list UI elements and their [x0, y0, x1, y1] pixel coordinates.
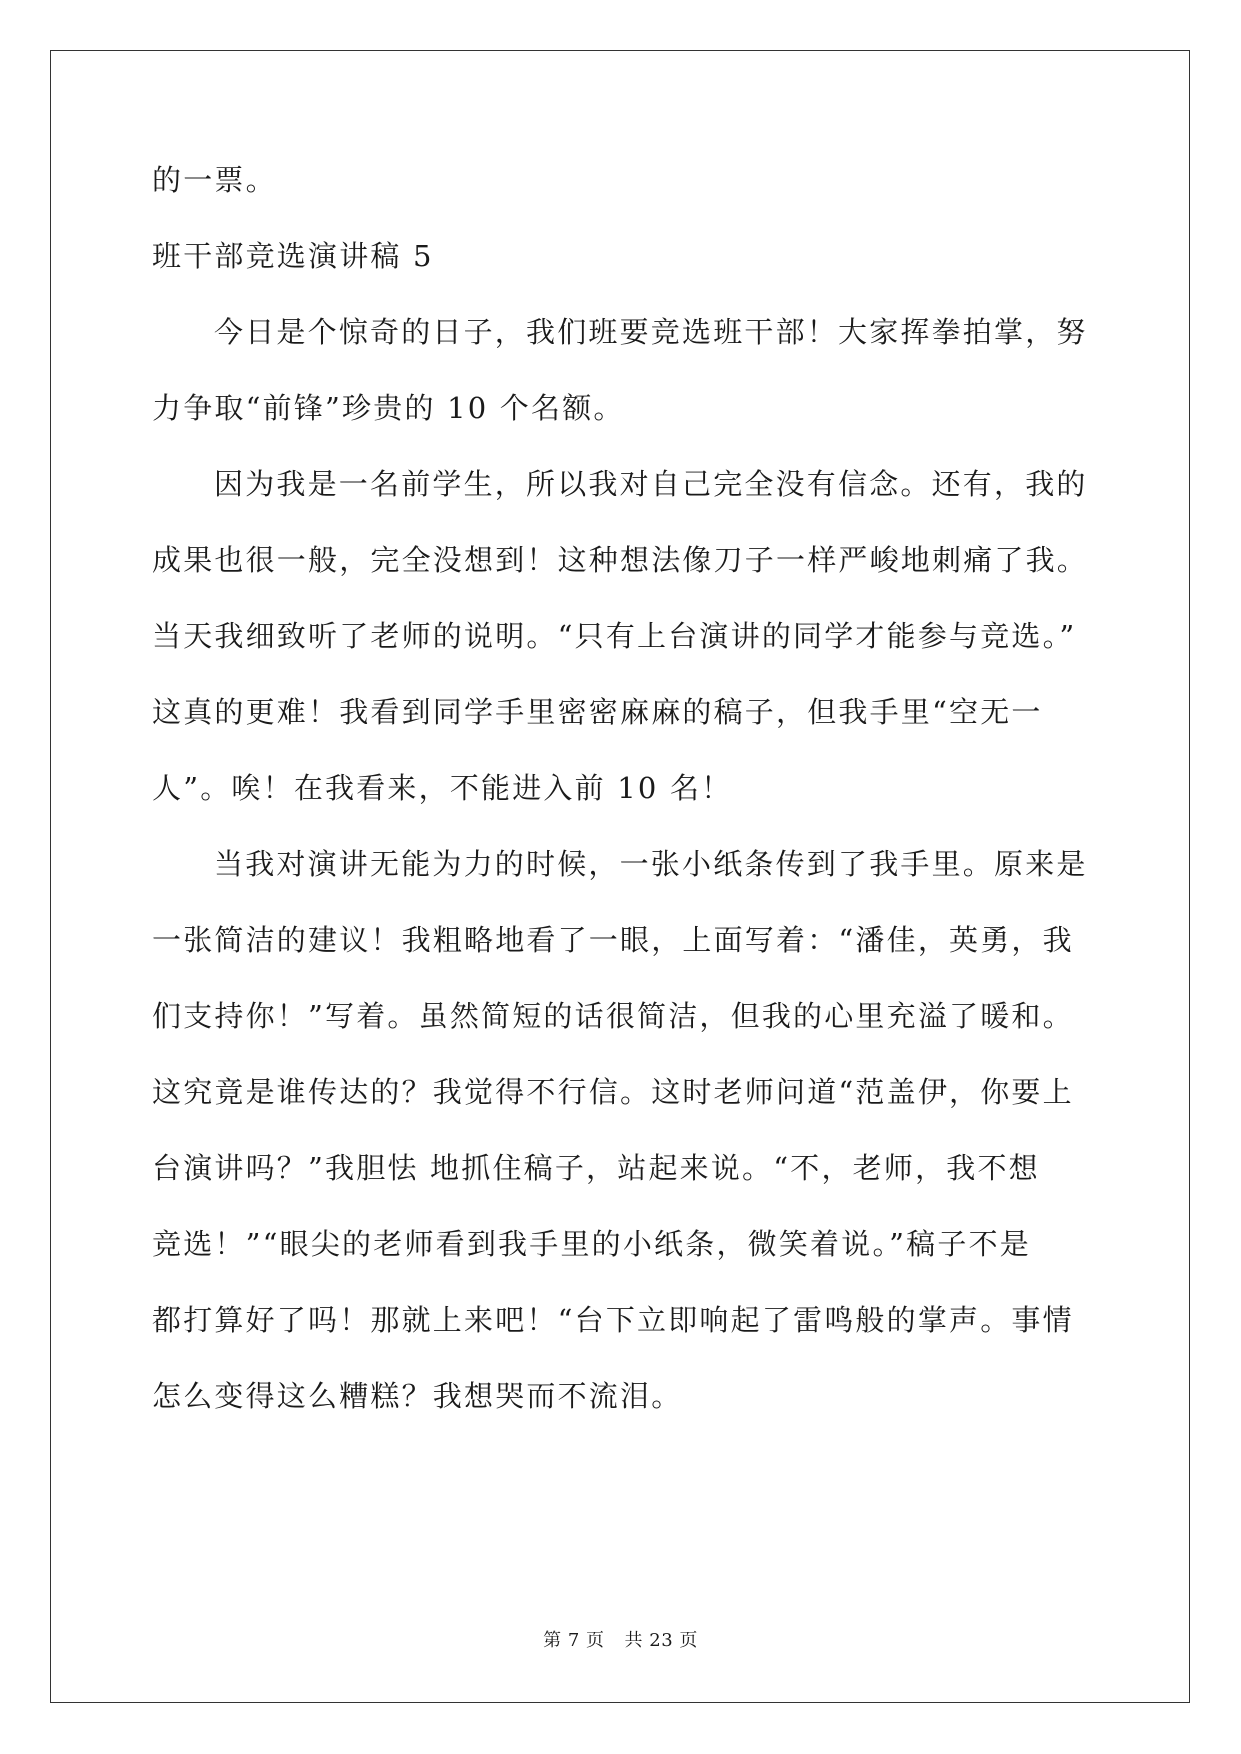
- paragraph-line: 当我对演讲无能为力的时候，一张小纸条传到了我手里。原来是: [214, 847, 1088, 881]
- section-heading: 班干部竞选演讲稿 5: [152, 239, 434, 273]
- paragraph-line: 这究竟是谁传达的？我觉得不行信。这时老师问道“范盖伊，你要上: [152, 1075, 1074, 1109]
- paragraph-line: 一张简洁的建议！我粗略地看了一眼，上面写着：“潘佳，英勇，我: [152, 923, 1074, 957]
- page-footer: [0, 1626, 1241, 1652]
- paragraph-line: 人”。唉！在我看来，不能进入前 10 名！: [152, 771, 733, 805]
- paragraph-line: 这真的更难！我看到同学手里密密麻麻的稿子，但我手里“空无一: [152, 695, 1043, 729]
- paragraph-line: 竞选！”“眼尖的老师看到我手里的小纸条，微笑着说。”稿子不是: [152, 1227, 1031, 1261]
- text-line: 的一票。: [152, 163, 277, 197]
- paragraph-line: 当天我细致听了老师的说明。“只有上台演讲的同学才能参与竞选。”: [152, 619, 1077, 653]
- paragraph-line: 怎么变得这么糟糕？我想哭而不流泪。: [152, 1379, 683, 1413]
- paragraph-line: 今日是个惊奇的日子，我们班要竞选班干部！大家挥拳拍掌，努: [214, 315, 1088, 349]
- paragraph-line: 台演讲吗？”我胆怯 地抓住稿子，站起来说。“不，老师，我不想: [152, 1151, 1040, 1185]
- paragraph-line: 都打算好了吗！那就上来吧！“台下立即响起了雷鸣般的掌声。事情: [152, 1303, 1074, 1337]
- page-number: 第 7 页: [543, 1630, 605, 1651]
- paragraph-line: 们支持你！”写着。虽然简短的话很简洁，但我的心里充溢了暖和。: [152, 999, 1074, 1033]
- paragraph-line: 力争取“前锋”珍贵的 10 个名额。: [152, 391, 625, 425]
- paragraph-line: 成果也很一般，完全没想到！这种想法像刀子一样严峻地刺痛了我。: [152, 543, 1089, 577]
- paragraph-line: 因为我是一名前学生，所以我对自己完全没有信念。还有，我的: [214, 467, 1088, 501]
- page-total: 共 23 页: [624, 1630, 698, 1651]
